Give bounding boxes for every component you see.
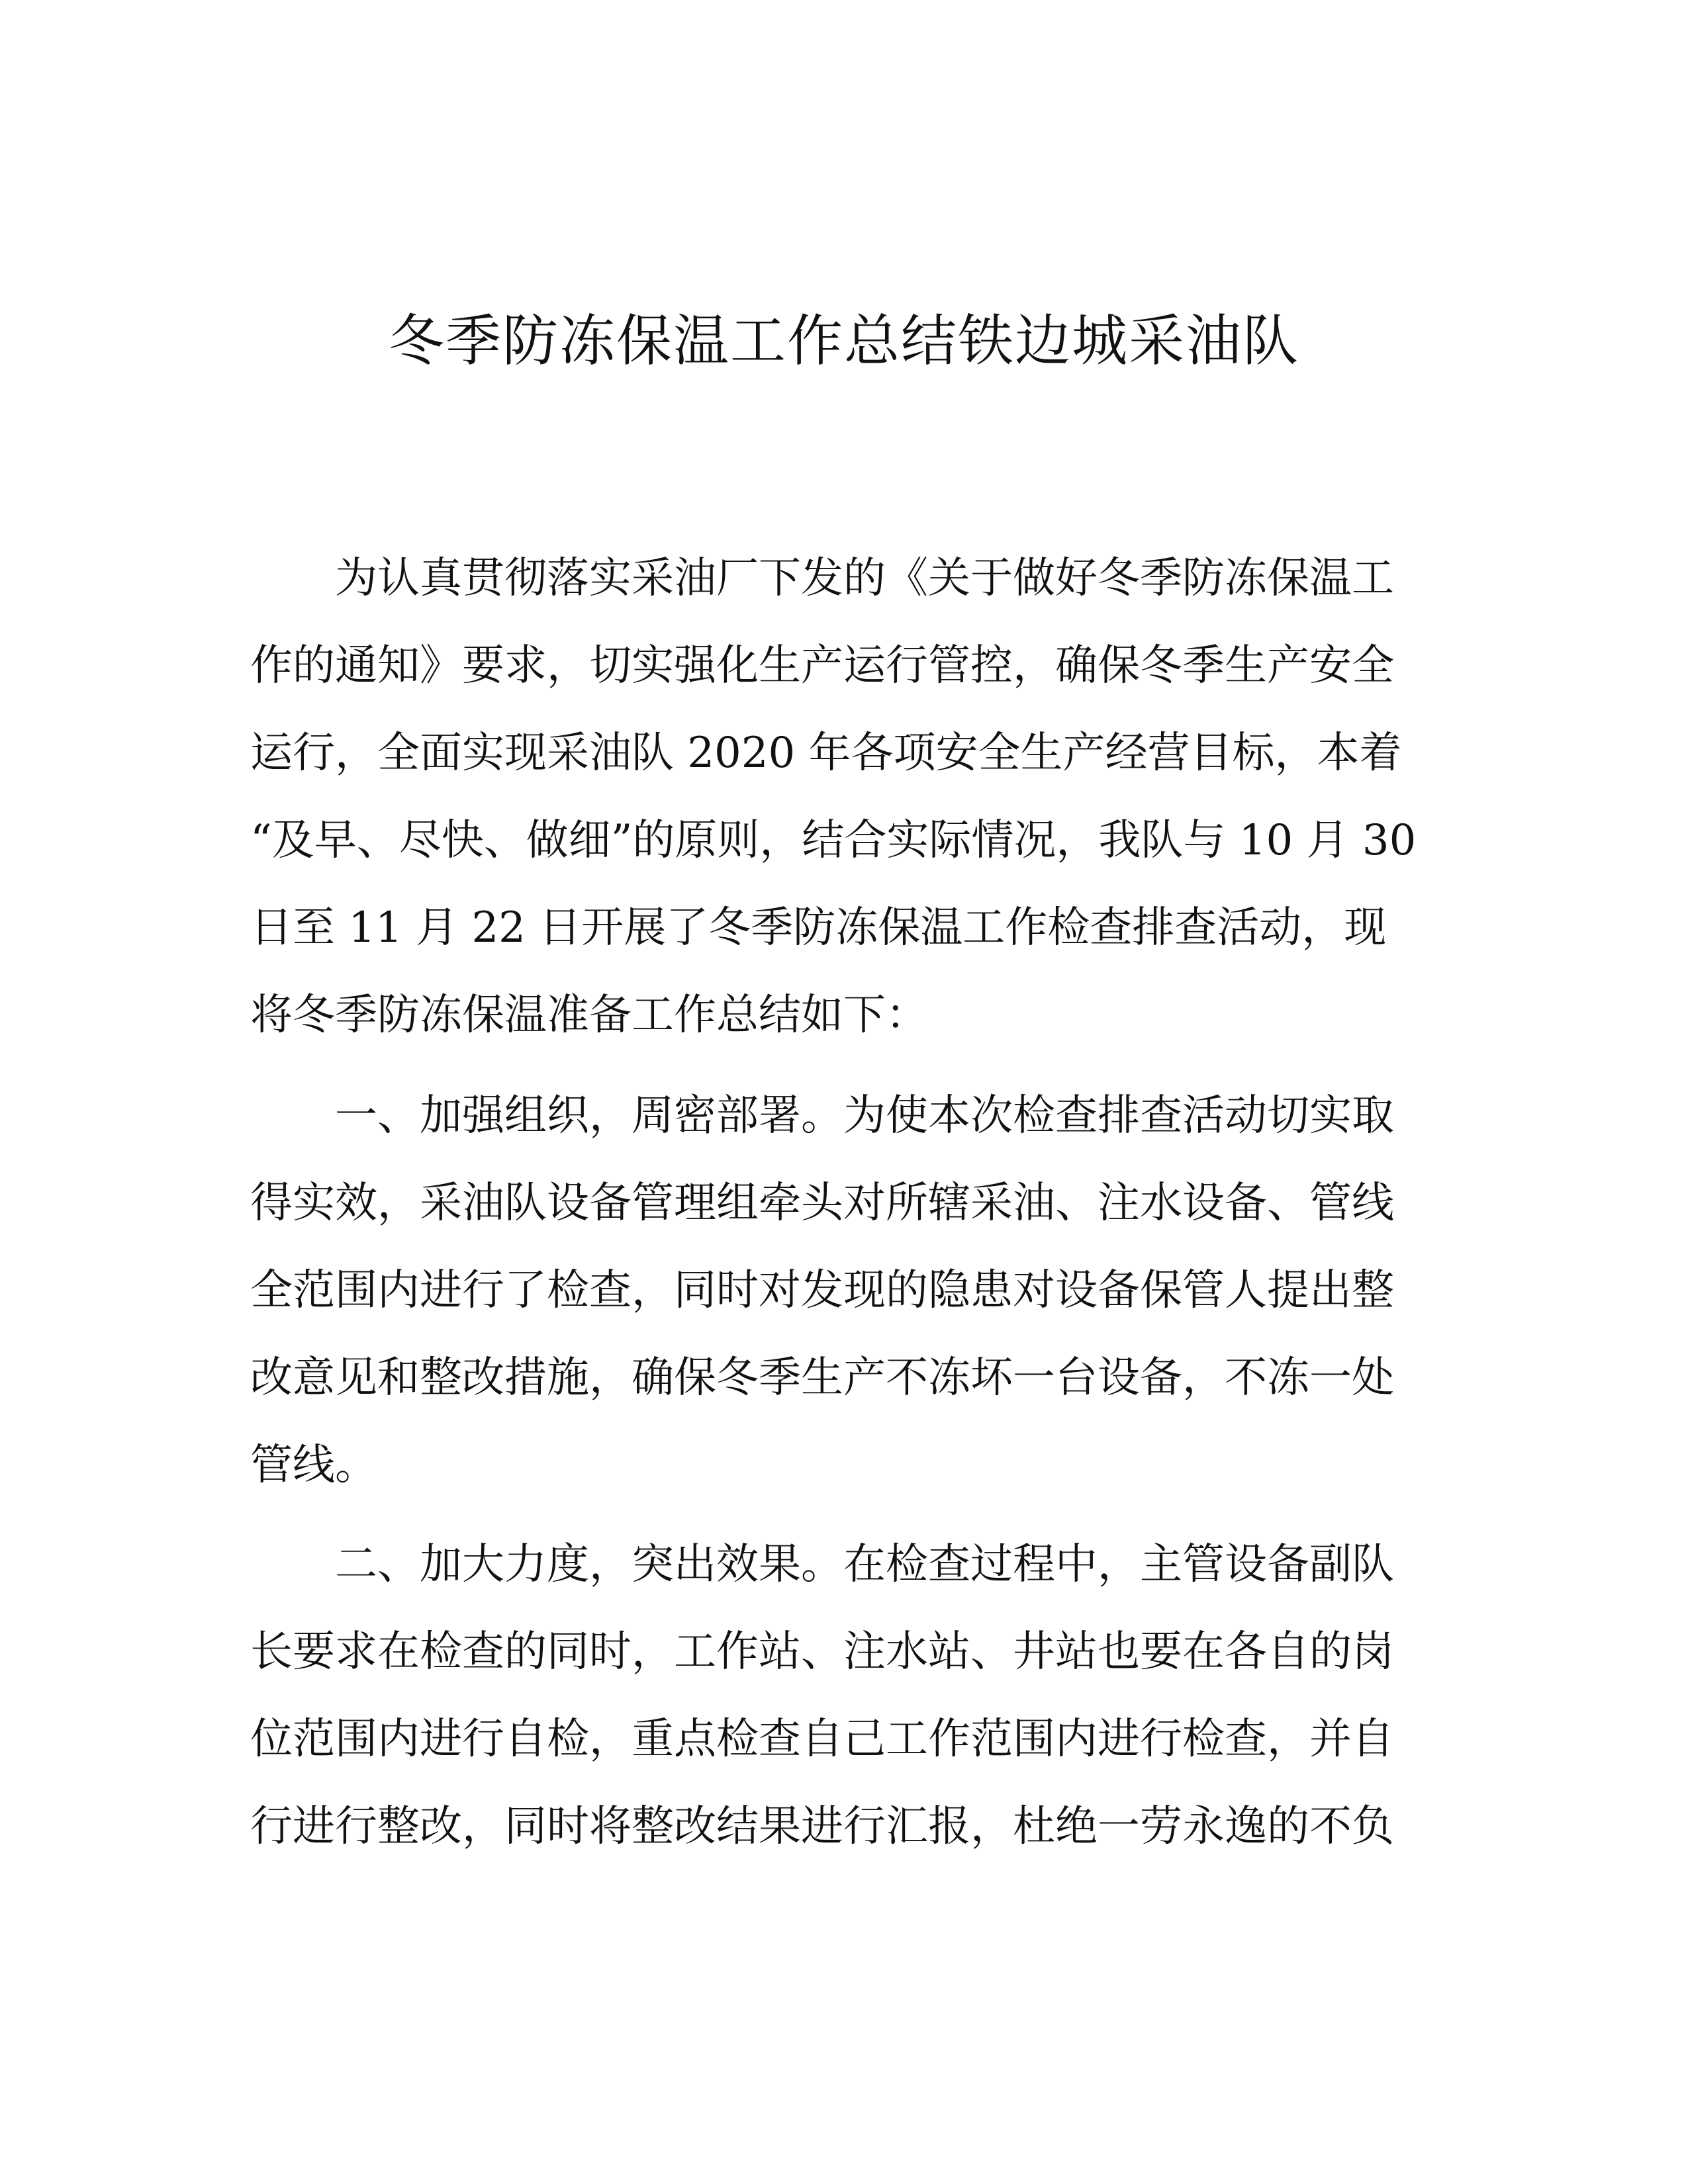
paragraph-line: 运行，全面实现采油队 2020 年各项安全生产经营目标，本着 (250, 729, 1402, 778)
paragraph-1 (250, 535, 1429, 1059)
paragraph-line: 为认真贯彻落实采油厂下发的《关于做好冬季防冻保温工 (335, 554, 1394, 603)
paragraph-2 (250, 1072, 1429, 1509)
paragraph-line: 一、加强组织，周密部署。为使本次检查排查活动切实取 (335, 1091, 1394, 1140)
paragraph-3 (250, 1521, 1429, 1870)
paragraph-line: 作的通知》要求，切实强化生产运行管控，确保冬季生产安全 (250, 641, 1394, 690)
paragraph-line: 得实效，采油队设备管理组牵头对所辖采油、注水设备、管线 (250, 1179, 1394, 1228)
document-title: 冬季防冻保温工作总结铁边城采油队 (388, 308, 1299, 373)
paragraph-line: 行进行整改，同时将整改结果进行汇报，杜绝一劳永逸的不负 (250, 1802, 1394, 1851)
paragraph-line: “及早、尽快、做细”的原则，结合实际情况，我队与 10 月 30 (250, 816, 1417, 865)
paragraph-line: 日至 11 月 22 日开展了冬季防冻保温工作检查排查活动，现 (250, 903, 1387, 952)
paragraph-line: 管线。 (250, 1441, 377, 1490)
paragraph-line: 全范围内进行了检查，同时对发现的隐患对设备保管人提出整 (250, 1266, 1394, 1315)
paragraph-line: 改意见和整改措施，确保冬季生产不冻坏一台设备，不冻一处 (250, 1353, 1394, 1402)
paragraph-line: 将冬季防冻保温准备工作总结如下： (250, 991, 928, 1040)
paragraph-line: 位范围内进行自检，重点检查自己工作范围内进行检查，并自 (250, 1715, 1394, 1764)
paragraph-line: 二、加大力度，突出效果。在检查过程中，主管设备副队 (335, 1540, 1394, 1589)
paragraph-line: 长要求在检查的同时，工作站、注水站、井站也要在各自的岗 (250, 1627, 1394, 1676)
